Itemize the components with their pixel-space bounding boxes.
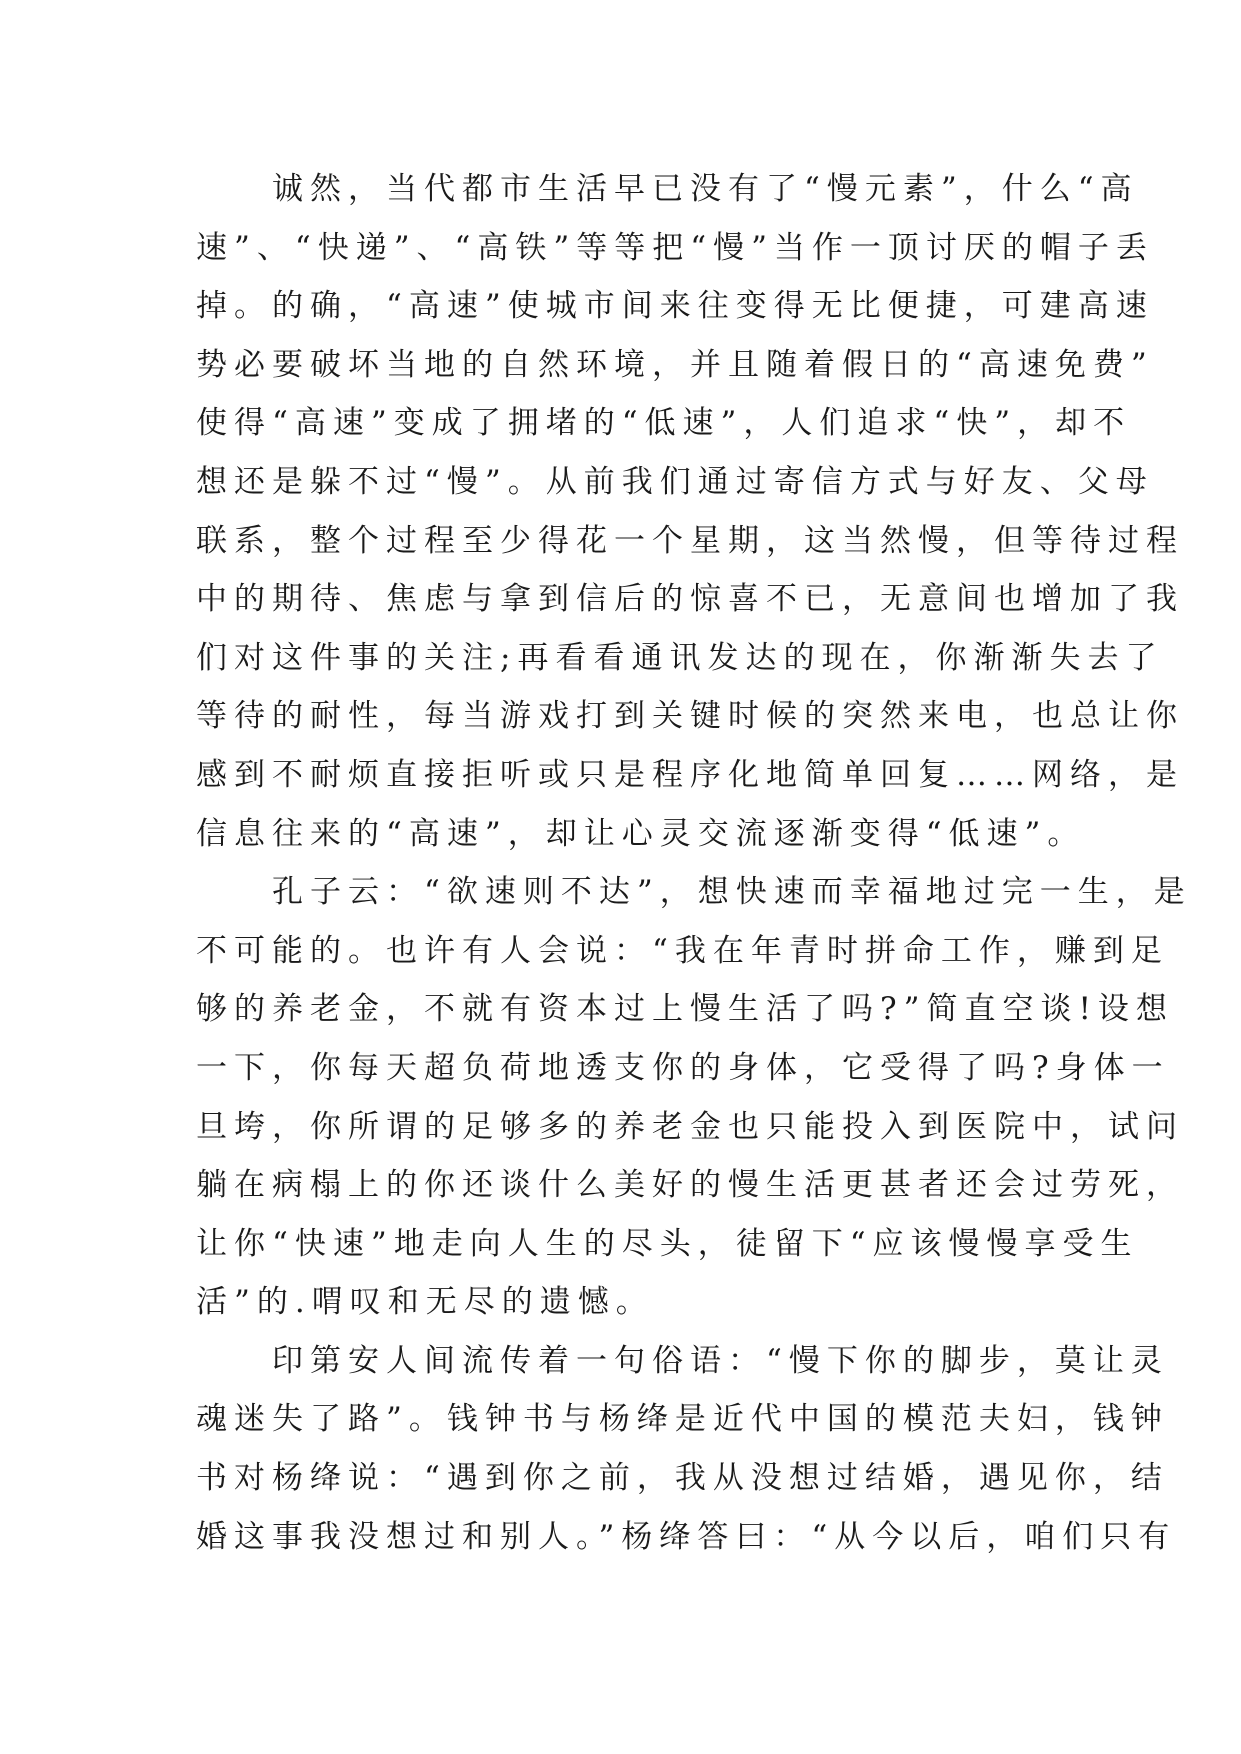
paragraph-1-line: 感到不耐烦直接拒听或只是程序化地简单回复……网络，是 xyxy=(196,756,1184,793)
paragraph-1-line: 等待的耐性，每当游戏打到关键时候的突然来电，也总让你 xyxy=(196,698,1184,735)
paragraph-1-line: 想还是躲不过“慢”。从前我们通过寄信方式与好友、父母 xyxy=(196,463,1154,500)
paragraph-3-line: 婚这事我没想过和别人。”杨绛答曰：“从今以后，咱们只有 xyxy=(196,1518,1177,1555)
paragraph-2-line: 孔子云：“欲速则不达”，想快速而幸福地过完一生，是 xyxy=(272,874,1192,911)
paragraph-1-line: 诚然，当代都市生活早已没有了“慢元素”，什么“高 xyxy=(272,171,1139,207)
paragraph-1-line: 中的期待、焦虑与拿到信后的惊喜不已，无意间也增加了我 xyxy=(196,581,1184,618)
paragraph-3-line: 魂迷失了路”。钱钟书与杨绛是近代中国的模范夫妇，钱钟 xyxy=(196,1401,1169,1438)
paragraph-3-line: 书对杨绛说：“遇到你之前，我从没想过结婚，遇见你，结 xyxy=(196,1460,1169,1497)
paragraph-2-line: 躺在病榻上的你还谈什么美好的慢生活更甚者还会过劳死， xyxy=(196,1167,1184,1204)
paragraph-1-line: 掉。的确，“高速”使城市间来往变得无比便捷，可建高速 xyxy=(196,288,1154,325)
paragraph-2-line: 活”的.喟叹和无尽的遗憾。 xyxy=(196,1284,654,1321)
paragraph-2-line: 让你“快速”地走向人生的尽头，徒留下“应该慢慢享受生 xyxy=(196,1225,1139,1262)
paragraph-1-line: 势必要破坏当地的自然环境，并且随着假日的“高速免费” xyxy=(196,346,1154,383)
essay-body xyxy=(196,160,1192,1566)
paragraph-1-line: 速”、“快递”、“高铁”等等把“慢”当作一顶讨厌的帽子丢 xyxy=(196,229,1154,266)
paragraph-2-line: 旦垮，你所谓的足够多的养老金也只能投入到医院中，试问 xyxy=(196,1108,1184,1145)
paragraph-2-line: 不可能的。也许有人会说：“我在年青时拼命工作，赚到足 xyxy=(196,932,1169,969)
paragraph-2-line: 够的养老金，不就有资本过上慢生活了吗?”简直空谈!设想 xyxy=(196,991,1174,1028)
paragraph-2-line: 一下，你每天超负荷地透支你的身体，它受得了吗?身体一 xyxy=(196,1049,1170,1086)
paragraph-1-line: 使得“高速”变成了拥堵的“低速”，人们追求“快”，却不 xyxy=(196,405,1132,442)
paragraph-1-line: 联系，整个过程至少得花一个星期，这当然慢，但等待过程 xyxy=(196,522,1184,559)
paragraph-3-line: 印第安人间流传着一句俗语：“慢下你的脚步，莫让灵 xyxy=(272,1342,1169,1379)
paragraph-1-line: 信息往来的“高速”，却让心灵交流逐渐变得“低速”。 xyxy=(196,815,1086,852)
paragraph-1-line: 们对这件事的关注;再看看通讯发达的现在，你渐渐失去了 xyxy=(196,639,1164,676)
